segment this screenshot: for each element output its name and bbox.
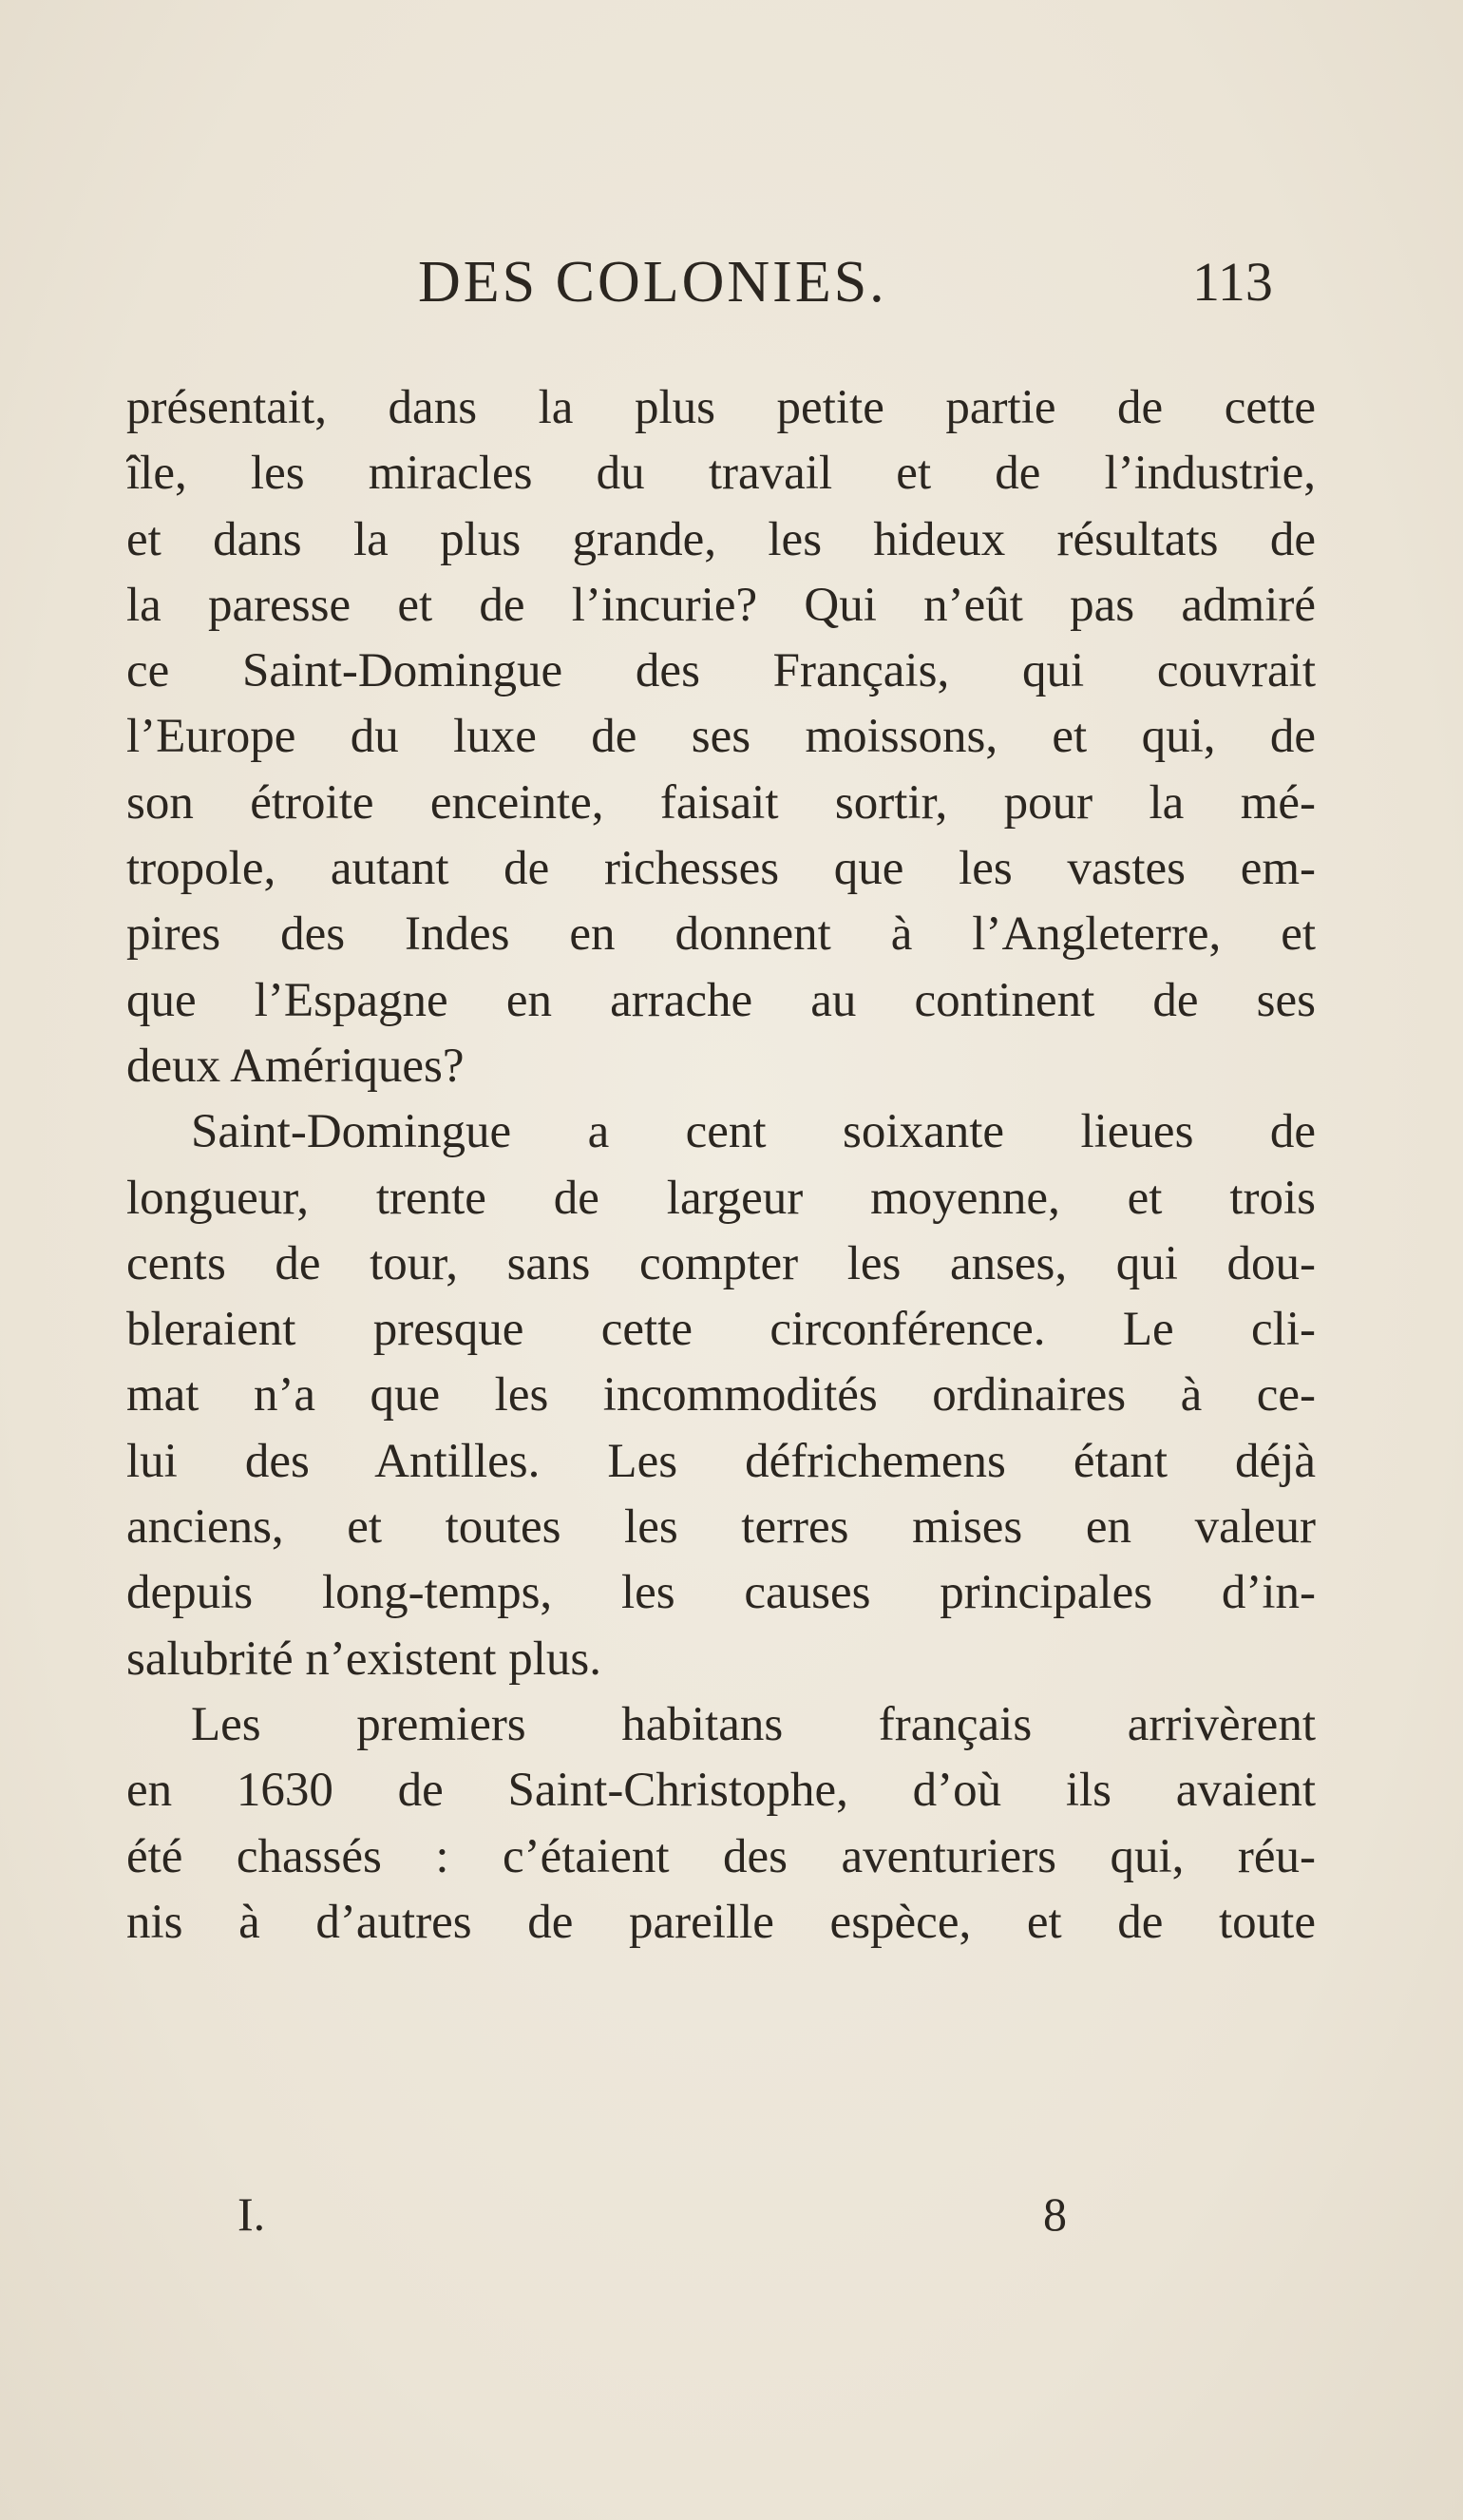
- page-footer: [124, 2176, 1320, 2252]
- text-line: Les premiers habitans français arrivèrent: [191, 1697, 1316, 1751]
- text-line: depuis long-temps, les causes principales d’in-: [126, 1566, 1316, 1620]
- text-line: nis à d’autres de pareille espèce, et de toute: [126, 1895, 1316, 1949]
- text-line: mat n’a que les incommodités ordinaires à ce-: [126, 1368, 1316, 1422]
- text-line: longueur, trente de largeur moyenne, et trois: [126, 1171, 1316, 1225]
- text-line: que l’Espagne en arrache au continent de ses: [126, 973, 1316, 1027]
- text-line: cents de tour, sans compter les anses, qui dou-: [126, 1236, 1316, 1290]
- text-line: la paresse et de l’incurie? Qui n’eût pas admiré: [126, 578, 1316, 632]
- page-header: [124, 239, 1320, 325]
- volume-mark: I.: [238, 2187, 266, 2241]
- text-line: présentait, dans la plus petite partie de cette: [126, 381, 1316, 434]
- signature-mark: 8: [1043, 2187, 1067, 2241]
- text-line: tropole, autant de richesses que les vastes em-: [126, 842, 1316, 896]
- text-line: son étroite enceinte, faisait sortir, pour la mé-: [126, 775, 1316, 830]
- text-line: pires des Indes en donnent à l’Angleterre, et: [126, 907, 1316, 962]
- page-number: 113: [1192, 251, 1273, 313]
- running-title: DES COLONIES.: [418, 250, 887, 315]
- text-line: l’Europe du luxe de ses moissons, et qui, de: [126, 710, 1316, 764]
- text-line: île, les miracles du travail et de l’industrie,: [126, 447, 1316, 501]
- text-line: été chassés : c’étaient des aventuriers qui, réu-: [126, 1829, 1316, 1883]
- text-line: deux Amériques?: [126, 1039, 465, 1093]
- text-line: bleraient presque cette circonférence. Le cli-: [126, 1303, 1316, 1357]
- text-line: anciens, et toutes les terres mises en valeur: [126, 1500, 1316, 1555]
- text-line: Saint-Domingue a cent soixante lieues de: [191, 1105, 1316, 1159]
- text-line: et dans la plus grande, les hideux résultats de: [126, 512, 1316, 566]
- body-text: [126, 375, 1316, 1956]
- text-line: en 1630 de Saint-Christophe, d’où ils avaient: [126, 1764, 1316, 1818]
- text-line: lui des Antilles. Les défrichemens étant déjà: [126, 1434, 1316, 1488]
- text-line: salubrité n’existent plus.: [126, 1632, 601, 1686]
- text-line: ce Saint-Domingue des Français, qui couvrait: [126, 644, 1316, 698]
